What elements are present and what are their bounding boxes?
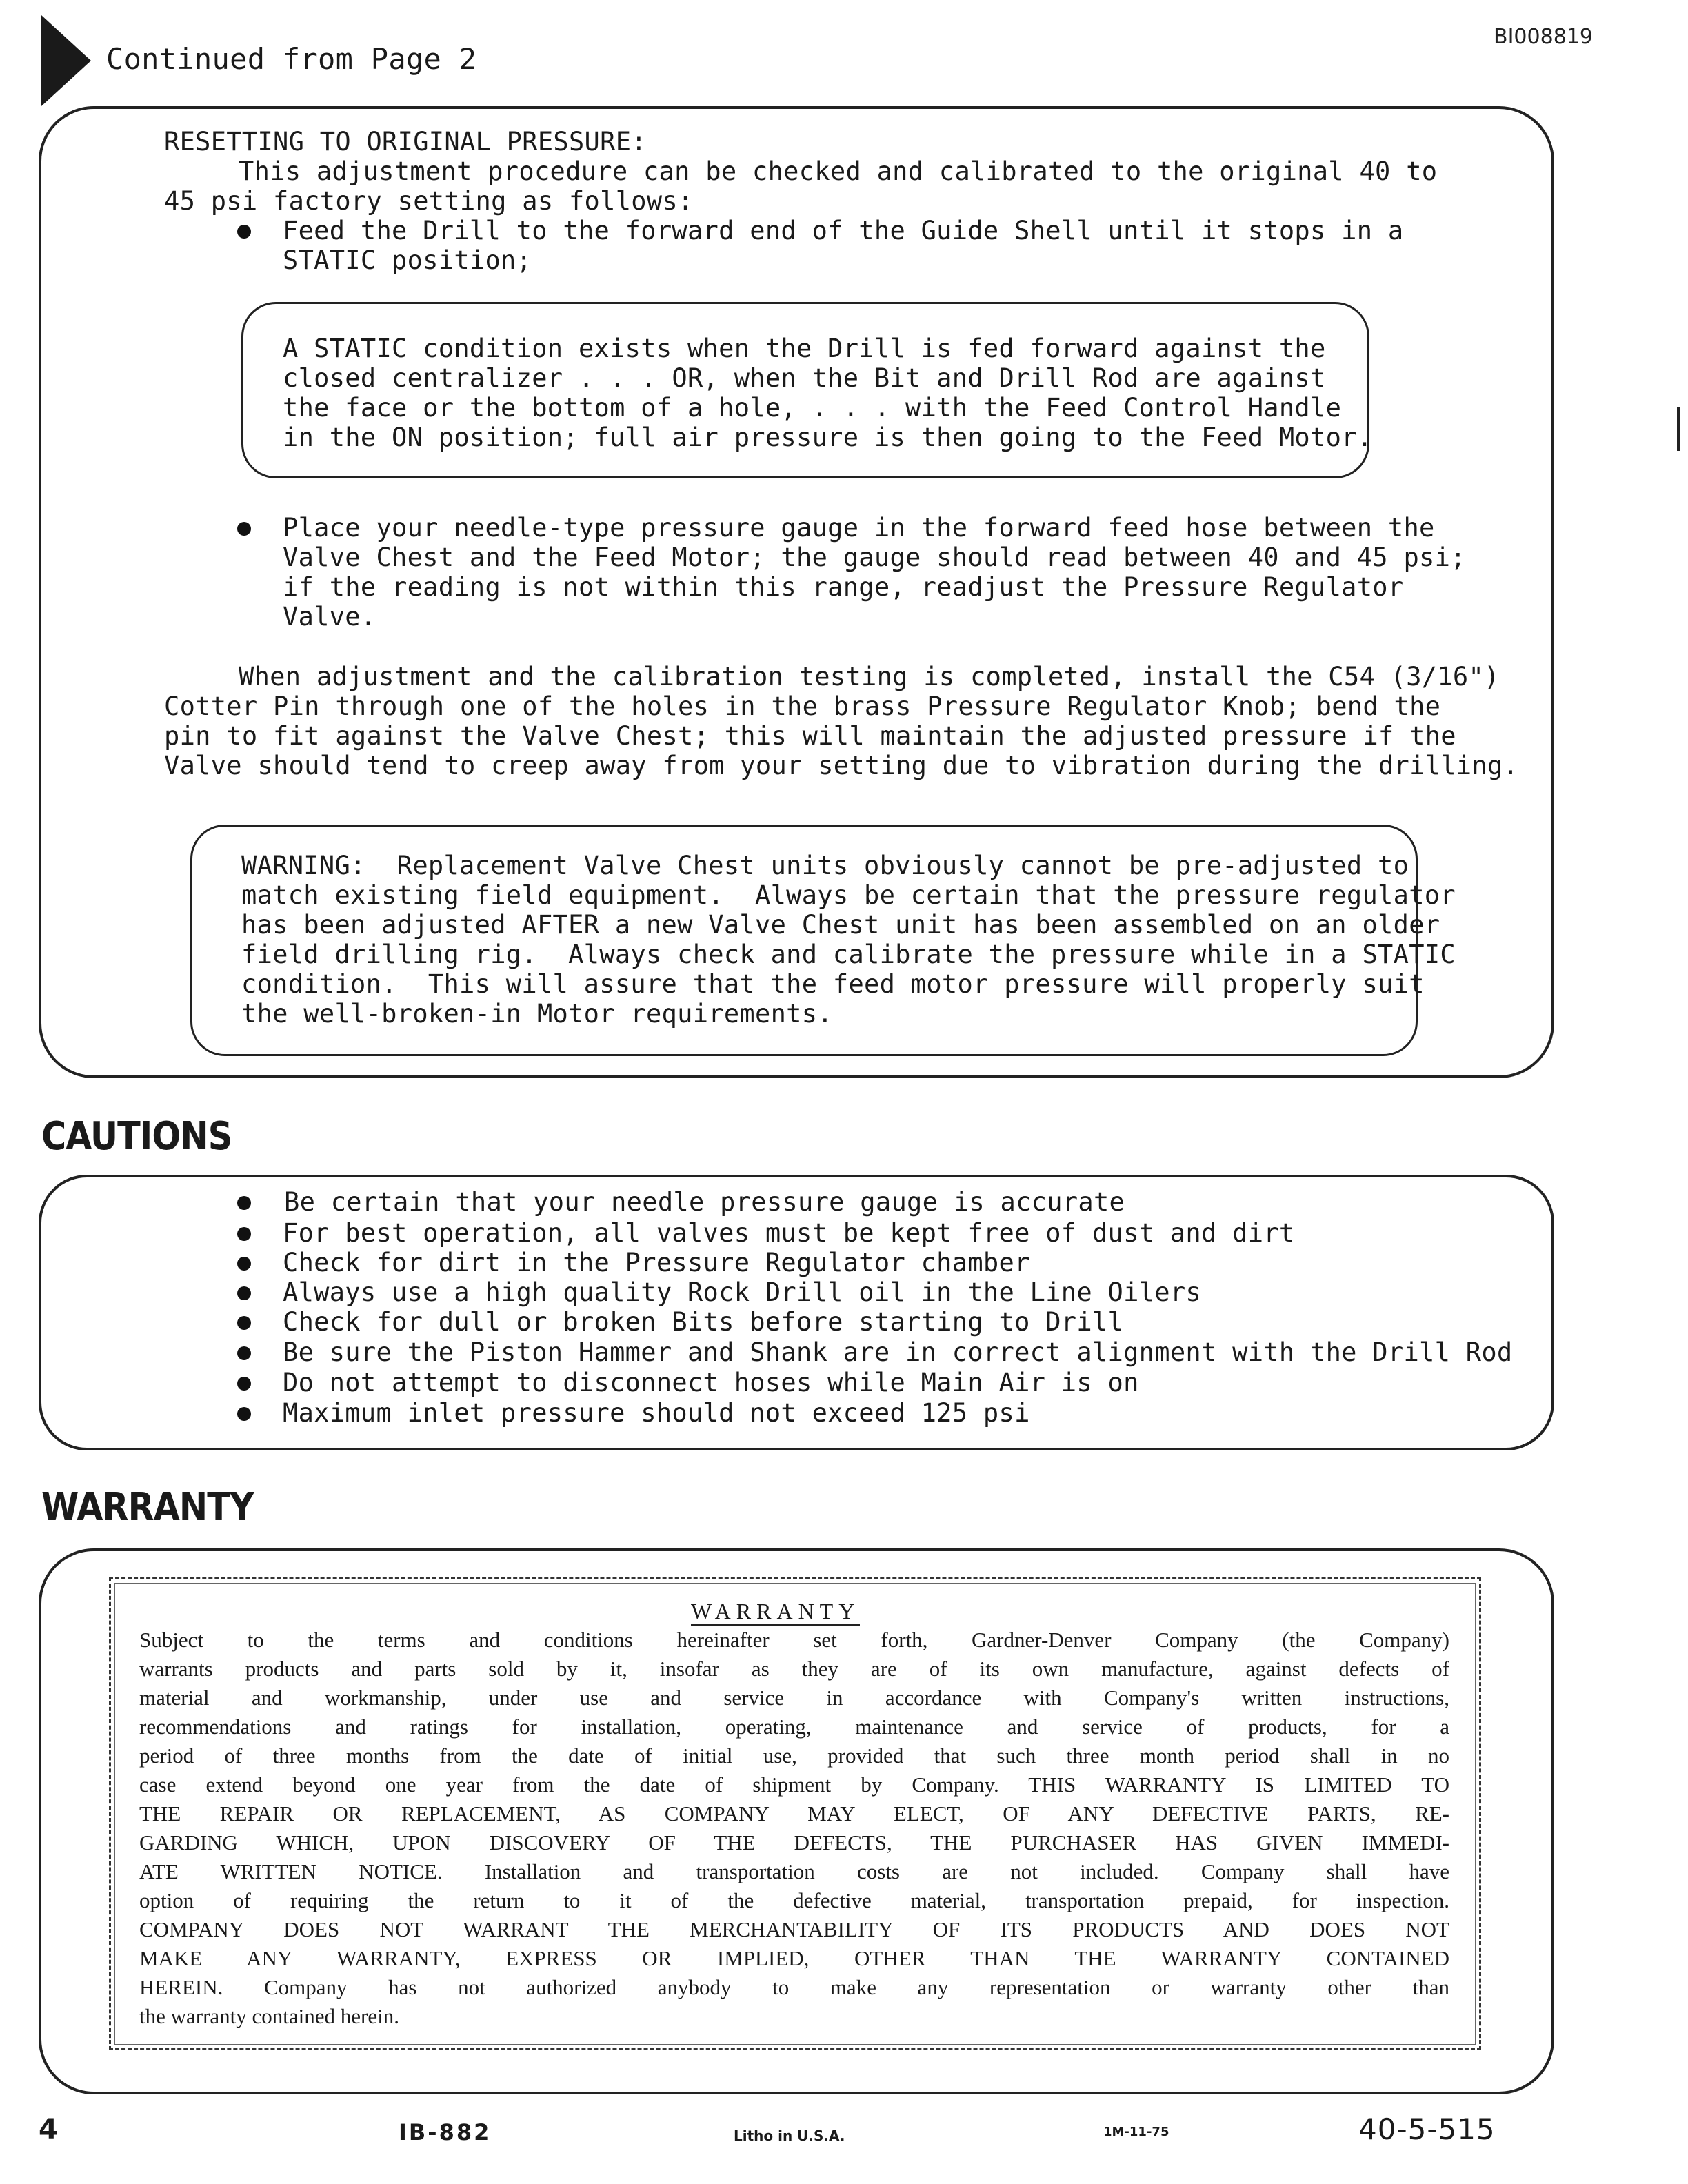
resetting-intro-line: 45 psi factory setting as follows: [164, 186, 694, 216]
bullet-icon [237, 1407, 251, 1421]
completion-line: When adjustment and the calibration testing is completed, install the C54 (3/16") [239, 662, 1500, 691]
warning-line: the well-broken-in Motor requirements. [241, 999, 833, 1029]
bullet-icon [237, 1196, 251, 1210]
warranty-line: option of requiring the return to it of the defective material, transportation prepaid, for inspection. [139, 1888, 1449, 1912]
bullet2-line: Valve Chest and the Feed Motor; the gauge should read between 40 and 45 psi; [283, 543, 1466, 572]
warranty-title: WARRANTY [691, 1598, 860, 1626]
ib-number: IB-882 [399, 2119, 492, 2145]
bullet2-line: Place your needle-type pressure gauge in the forward feed hose between the [283, 513, 1435, 543]
bullet-icon [237, 1227, 251, 1241]
warranty-line: Subject to the terms and conditions hereinafter set forth, Gardner-Denver Company (the Company) [139, 1628, 1449, 1652]
warranty-line: COMPANY DOES NOT WARRANT THE MERCHANTABILITY OF ITS PRODUCTS AND DOES NOT [139, 1917, 1449, 1941]
page-number: 4 [39, 2114, 58, 2145]
warranty-heading: WARRANTY [41, 1485, 254, 1530]
warranty-line: ATE WRITTEN NOTICE. Installation and transportation costs are not included. Company shall have [139, 1859, 1449, 1883]
static-note-line: A STATIC condition exists when the Drill is fed forward against the [283, 334, 1326, 363]
warranty-line: the warranty contained herein. [139, 2004, 399, 2028]
caution-item: For best operation, all valves must be kept free of dust and dirt [283, 1218, 1295, 1248]
bullet2-line: Valve. [283, 602, 376, 631]
completion-line: Valve should tend to creep away from your setting due to vibration during the drilling. [164, 751, 1519, 780]
litho-note: Litho in U.S.A. [734, 2127, 845, 2144]
warning-line: has been adjusted AFTER a new Valve Chest unit has been assembled on an older [241, 910, 1440, 940]
print-date-code: 1M-11-75 [1103, 2125, 1169, 2139]
caution-item: Do not attempt to disconnect hoses while Main Air is on [283, 1368, 1139, 1397]
warranty-line: THE REPAIR OR REPLACEMENT, AS COMPANY MAY ELECT, OF ANY DEFECTIVE PARTS, RE- [139, 1801, 1449, 1826]
warranty-line: recommendations and ratings for installation, operating, maintenance and service of products, for a [139, 1715, 1449, 1739]
caution-item: Check for dull or broken Bits before starting to Drill [283, 1307, 1124, 1337]
bullet-icon [237, 1316, 251, 1330]
warranty-line: case extend beyond one year from the date of shipment by Company. THIS WARRANTY IS LIMITED TO [139, 1772, 1449, 1797]
warranty-line: MAKE ANY WARRANTY, EXPRESS OR IMPLIED, OTHER THAN THE WARRANTY CONTAINED [139, 1946, 1449, 1970]
resetting-title: RESETTING TO ORIGINAL PRESSURE: [164, 127, 647, 156]
caution-item: Be certain that your needle pressure gauge is accurate [284, 1187, 1125, 1217]
caution-item: Maximum inlet pressure should not exceed 125 psi [283, 1398, 1030, 1428]
continued-arrow-icon [39, 12, 94, 109]
warranty-line: HEREIN. Company has not authorized anybody to make any representation or warranty other than [139, 1975, 1449, 1999]
continued-from-label: Continued from Page 2 [106, 42, 477, 76]
warning-line: field drilling rig. Always check and calibrate the pressure while in a STATIC [241, 940, 1456, 969]
bullet-icon [237, 1377, 251, 1391]
warning-line: match existing field equipment. Always be certain that the pressure regulator [241, 880, 1456, 910]
bullet1-line: STATIC position; [283, 245, 532, 275]
bullet2-line: if the reading is not within this range, readjust the Pressure Regulator [283, 572, 1404, 602]
warranty-line: period of three months from the date of initial use, provided that such three month period shall in no [139, 1743, 1449, 1768]
bullet1-line: Feed the Drill to the forward end of the Guide Shell until it stops in a [283, 216, 1404, 245]
completion-line: Cotter Pin through one of the holes in the brass Pressure Regulator Knob; bend the [164, 691, 1441, 721]
caution-item: Always use a high quality Rock Drill oil in the Line Oilers [283, 1277, 1201, 1307]
document-id: BI008819 [1494, 25, 1593, 49]
caution-item: Be sure the Piston Hammer and Shank are in correct alignment with the Drill Rod [283, 1337, 1513, 1367]
cautions-heading: CAUTIONS [41, 1114, 232, 1159]
form-number: 40-5-515 [1358, 2112, 1496, 2146]
resetting-intro-line: This adjustment procedure can be checked and calibrated to the original 40 to [239, 156, 1438, 186]
static-note-line: the face or the bottom of a hole, . . . with the Feed Control Handle [283, 393, 1342, 423]
bullet-icon [237, 1286, 251, 1300]
caution-item: Check for dirt in the Pressure Regulator chamber [283, 1248, 1030, 1277]
warning-line: WARNING: Replacement Valve Chest units obviously cannot be pre-adjusted to [241, 851, 1409, 880]
margin-mark [1677, 407, 1680, 451]
bullet-icon [237, 522, 251, 536]
warranty-line: GARDING WHICH, UPON DISCOVERY OF THE DEFECTS, THE PURCHASER HAS GIVEN IMMEDI- [139, 1830, 1449, 1854]
bullet-icon [237, 1257, 251, 1271]
warranty-line: warrants products and parts sold by it, insofar as they are of its own manufacture, against defects of [139, 1657, 1449, 1681]
bullet-icon [237, 225, 251, 239]
bullet-icon [237, 1346, 251, 1360]
static-note-line: closed centralizer . . . OR, when the Bit and Drill Rod are against [283, 363, 1326, 393]
completion-line: pin to fit against the Valve Chest; this will maintain the adjusted pressure if the [164, 721, 1456, 751]
warranty-line: material and workmanship, under use and service in accordance with Company's written instructions, [139, 1686, 1449, 1710]
static-note-line: in the ON position; full air pressure is then going to the Feed Motor. [283, 423, 1373, 452]
warning-line: condition. This will assure that the feed motor pressure will properly suit [241, 969, 1425, 999]
